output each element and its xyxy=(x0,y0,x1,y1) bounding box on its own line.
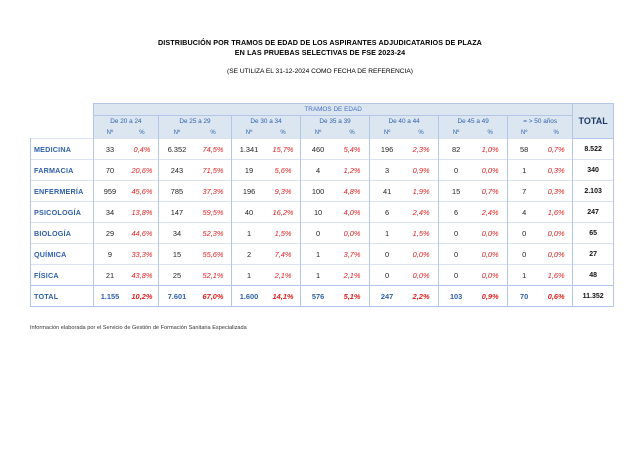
count-cell: 0 xyxy=(370,265,405,286)
percent-cell: 3,7% xyxy=(335,244,370,265)
row-label: MEDICINA xyxy=(31,139,94,160)
percent-cell: 0,0% xyxy=(540,223,573,244)
count-cell: 1 xyxy=(508,265,540,286)
percent-cell: 0,0% xyxy=(404,265,439,286)
row-label: ENFERMERÍA xyxy=(31,181,94,202)
age-range-header: De 20 a 24 xyxy=(93,116,158,128)
age-ranges-header: TRAMOS DE EDAD xyxy=(93,104,572,116)
percent-cell: 37,3% xyxy=(195,181,232,202)
count-cell: 1.341 xyxy=(232,139,267,160)
header-blank-cell xyxy=(31,116,94,128)
row-total-cell: 247 xyxy=(573,202,614,223)
percent-cell: 33,3% xyxy=(126,244,158,265)
count-cell: 9 xyxy=(93,244,125,265)
count-cell: 1 xyxy=(301,265,336,286)
percent-cell: 52,3% xyxy=(195,223,232,244)
count-cell: 7.601 xyxy=(158,286,195,307)
row-label: FÍSICA xyxy=(31,265,94,286)
count-cell: 15 xyxy=(158,244,195,265)
row-label: QUÍMICA xyxy=(31,244,94,265)
row-total-cell: 8.522 xyxy=(573,139,614,160)
row-total-cell: 65 xyxy=(573,223,614,244)
percent-cell: 9,3% xyxy=(266,181,301,202)
count-cell: 19 xyxy=(232,160,267,181)
count-cell: 7 xyxy=(508,181,540,202)
count-cell: 1 xyxy=(232,223,267,244)
percent-cell: 0,3% xyxy=(540,181,573,202)
percent-cell: 71,5% xyxy=(195,160,232,181)
count-subheader: Nº xyxy=(301,127,336,139)
percent-cell: 0,0% xyxy=(473,265,508,286)
percent-cell: 2,4% xyxy=(473,202,508,223)
report-title-line-1: DISTRIBUCIÓN POR TRAMOS DE EDAD DE LOS ASPIRANTES ADJUDICATARIOS DE PLAZA xyxy=(158,38,482,47)
percent-subheader: % xyxy=(195,127,232,139)
percent-cell: 1,5% xyxy=(266,223,301,244)
row-label: PSICOLOGÍA xyxy=(31,202,94,223)
age-range-header: De 25 a 29 xyxy=(158,116,231,128)
count-cell: 247 xyxy=(370,286,405,307)
age-range-header: De 35 a 39 xyxy=(301,116,370,128)
percent-cell: 45,6% xyxy=(126,181,158,202)
count-cell: 0 xyxy=(439,223,474,244)
count-cell: 196 xyxy=(232,181,267,202)
count-cell: 6 xyxy=(439,202,474,223)
count-cell: 1.600 xyxy=(232,286,267,307)
count-cell: 1 xyxy=(232,265,267,286)
percent-subheader: % xyxy=(540,127,573,139)
count-cell: 41 xyxy=(370,181,405,202)
count-cell: 0 xyxy=(439,265,474,286)
percent-subheader: % xyxy=(266,127,301,139)
age-range-header: = > 50 años xyxy=(508,116,573,128)
percent-cell: 0,4% xyxy=(126,139,158,160)
count-subheader: Nº xyxy=(439,127,474,139)
percent-cell: 5,4% xyxy=(335,139,370,160)
percent-cell: 2,4% xyxy=(404,202,439,223)
count-cell: 6 xyxy=(370,202,405,223)
count-cell: 576 xyxy=(301,286,336,307)
count-cell: 3 xyxy=(370,160,405,181)
percent-cell: 0,7% xyxy=(473,181,508,202)
percent-cell: 0,0% xyxy=(335,223,370,244)
percent-subheader: % xyxy=(473,127,508,139)
percent-cell: 2,1% xyxy=(266,265,301,286)
count-cell: 1 xyxy=(301,244,336,265)
count-cell: 0 xyxy=(301,223,336,244)
percent-cell: 43,8% xyxy=(126,265,158,286)
percent-cell: 4,0% xyxy=(335,202,370,223)
count-cell: 100 xyxy=(301,181,336,202)
percent-cell: 15,7% xyxy=(266,139,301,160)
count-cell: 103 xyxy=(439,286,474,307)
table-row xyxy=(31,181,614,202)
percent-cell: 0,0% xyxy=(473,160,508,181)
table-row xyxy=(31,139,614,160)
row-total-cell: 11.352 xyxy=(573,286,614,307)
row-label: BIOLOGÍA xyxy=(31,223,94,244)
percent-cell: 0,3% xyxy=(540,160,573,181)
count-cell: 460 xyxy=(301,139,336,160)
percent-cell: 16,2% xyxy=(266,202,301,223)
count-cell: 10 xyxy=(301,202,336,223)
age-range-header: De 40 a 44 xyxy=(370,116,439,128)
count-cell: 34 xyxy=(93,202,125,223)
percent-cell: 13,8% xyxy=(126,202,158,223)
count-subheader: Nº xyxy=(158,127,195,139)
percent-cell: 4,8% xyxy=(335,181,370,202)
count-subheader: Nº xyxy=(93,127,125,139)
percent-cell: 10,2% xyxy=(126,286,158,307)
total-row xyxy=(31,286,614,307)
count-cell: 0 xyxy=(370,244,405,265)
table-row xyxy=(31,244,614,265)
percent-cell: 0,0% xyxy=(473,244,508,265)
count-subheader: Nº xyxy=(370,127,405,139)
percent-cell: 0,6% xyxy=(540,286,573,307)
percent-cell: 1,9% xyxy=(404,181,439,202)
count-cell: 4 xyxy=(301,160,336,181)
percent-cell: 52,1% xyxy=(195,265,232,286)
count-cell: 15 xyxy=(439,181,474,202)
count-cell: 29 xyxy=(93,223,125,244)
percent-cell: 0,9% xyxy=(404,160,439,181)
count-cell: 70 xyxy=(508,286,540,307)
percent-cell: 1,0% xyxy=(473,139,508,160)
percent-cell: 5,1% xyxy=(335,286,370,307)
header-blank-cell xyxy=(31,127,94,139)
count-cell: 58 xyxy=(508,139,540,160)
percent-cell: 0,0% xyxy=(404,244,439,265)
age-range-header: De 30 a 34 xyxy=(232,116,301,128)
percent-subheader: % xyxy=(404,127,439,139)
count-cell: 2 xyxy=(232,244,267,265)
percent-cell: 1,5% xyxy=(404,223,439,244)
count-cell: 0 xyxy=(508,223,540,244)
count-cell: 82 xyxy=(439,139,474,160)
age-distribution-table xyxy=(30,103,614,307)
report-title-line-2: EN LAS PRUEBAS SELECTIVAS DE FSE 2023-24 xyxy=(234,48,406,57)
percent-subheader: % xyxy=(335,127,370,139)
table-row xyxy=(31,160,614,181)
row-label: FARMACIA xyxy=(31,160,94,181)
percent-cell: 20,6% xyxy=(126,160,158,181)
row-total-cell: 2.103 xyxy=(573,181,614,202)
table-row xyxy=(31,223,614,244)
count-cell: 243 xyxy=(158,160,195,181)
age-range-header: De 45 a 49 xyxy=(439,116,508,128)
reference-date-note: (SE UTILIZA EL 31-12-2024 COMO FECHA DE REFERENCIA) xyxy=(227,68,413,75)
table-row xyxy=(31,202,614,223)
title-block xyxy=(0,38,640,76)
count-cell: 0 xyxy=(508,244,540,265)
count-cell: 34 xyxy=(158,223,195,244)
percent-cell: 7,4% xyxy=(266,244,301,265)
count-cell: 1.155 xyxy=(93,286,125,307)
count-cell: 0 xyxy=(439,160,474,181)
percent-cell: 1,6% xyxy=(540,265,573,286)
percent-cell: 14,1% xyxy=(266,286,301,307)
percent-cell: 74,5% xyxy=(195,139,232,160)
percent-cell: 0,7% xyxy=(540,139,573,160)
row-total-cell: 27 xyxy=(573,244,614,265)
count-cell: 147 xyxy=(158,202,195,223)
percent-cell: 59,5% xyxy=(195,202,232,223)
count-cell: 0 xyxy=(439,244,474,265)
source-footnote: Información elaborada por el Servicio de Gestión de Formación Sanitaria Especializada xyxy=(30,325,247,331)
count-cell: 6.352 xyxy=(158,139,195,160)
percent-cell: 0,0% xyxy=(540,244,573,265)
count-cell: 33 xyxy=(93,139,125,160)
table-row xyxy=(31,265,614,286)
count-cell: 25 xyxy=(158,265,195,286)
count-cell: 21 xyxy=(93,265,125,286)
count-cell: 70 xyxy=(93,160,125,181)
percent-cell: 55,6% xyxy=(195,244,232,265)
percent-cell: 2,2% xyxy=(404,286,439,307)
count-cell: 959 xyxy=(93,181,125,202)
count-cell: 1 xyxy=(508,160,540,181)
total-column-header: TOTAL xyxy=(573,104,614,139)
percent-cell: 44,6% xyxy=(126,223,158,244)
percent-subheader: % xyxy=(126,127,158,139)
header-blank-cell xyxy=(31,104,94,116)
count-cell: 196 xyxy=(370,139,405,160)
count-cell: 785 xyxy=(158,181,195,202)
percent-cell: 67,0% xyxy=(195,286,232,307)
percent-cell: 0,0% xyxy=(473,223,508,244)
percent-cell: 0,9% xyxy=(473,286,508,307)
count-cell: 1 xyxy=(370,223,405,244)
percent-cell: 1,6% xyxy=(540,202,573,223)
percent-cell: 2,3% xyxy=(404,139,439,160)
count-cell: 4 xyxy=(508,202,540,223)
count-subheader: Nº xyxy=(232,127,267,139)
row-total-cell: 340 xyxy=(573,160,614,181)
percent-cell: 1,2% xyxy=(335,160,370,181)
count-cell: 40 xyxy=(232,202,267,223)
count-subheader: Nº xyxy=(508,127,540,139)
row-total-cell: 48 xyxy=(573,265,614,286)
percent-cell: 5,6% xyxy=(266,160,301,181)
row-label: TOTAL xyxy=(31,286,94,307)
percent-cell: 2,1% xyxy=(335,265,370,286)
